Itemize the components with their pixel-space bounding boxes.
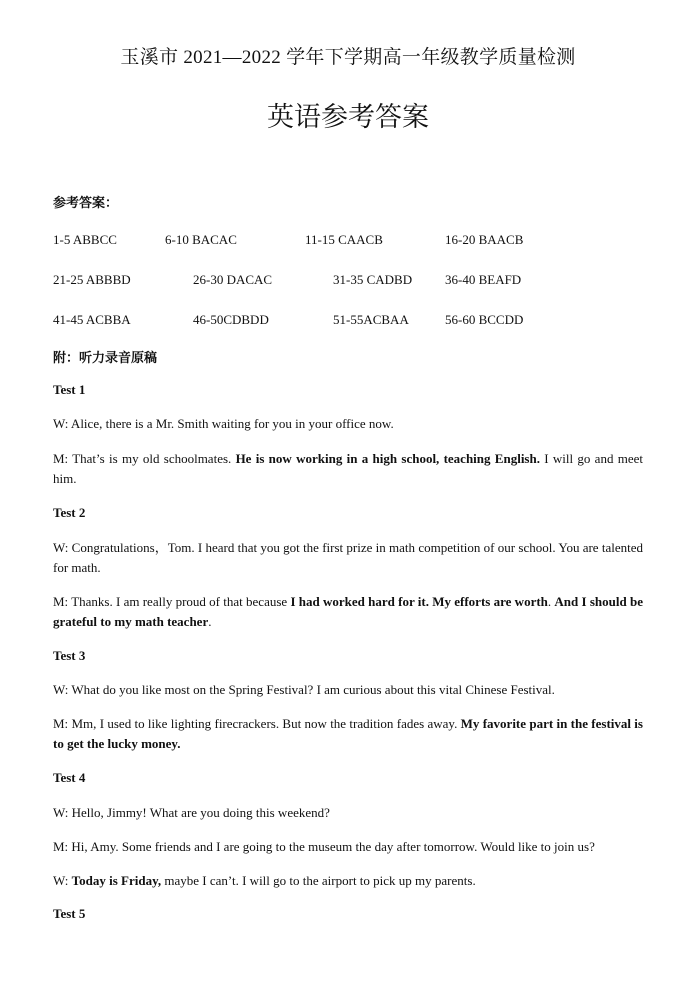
dialogue-line: M: That’s is my old schoolmates. He is now working in a high school, teaching English. I will go and meet him. bbox=[53, 451, 644, 486]
answer-cell: 51-55ACBAA bbox=[333, 312, 409, 327]
answer-cell: 26-30 DACAC bbox=[193, 272, 273, 287]
test-heading: Test 3 bbox=[53, 648, 86, 663]
dialogue-line: M: Thanks. I am really proud of that because I had worked hard for it. My efforts are worth. And I should be grateful to my math teacher. bbox=[53, 594, 643, 629]
answer-cell: 6-10 BACAC bbox=[165, 232, 237, 247]
test-heading: Test 1 bbox=[53, 382, 86, 397]
document-title: 玉溪市 2021—2022 学年下学期高一年级教学质量检测 bbox=[120, 47, 576, 68]
dialogue-line: W: Today is Friday, maybe I can’t. I will go to the airport to pick up my parents. bbox=[53, 873, 476, 888]
answer-cell: 46-50CDBDD bbox=[193, 312, 269, 327]
dialogue-line: M: Mm, I used to like lighting firecrackers. But now the tradition fades away. My favorite part in the festival is to get the lucky money. bbox=[53, 716, 643, 751]
dialogue-line: W: Hello, Jimmy! What are you doing this weekend? bbox=[53, 805, 330, 820]
test-heading: Test 2 bbox=[53, 505, 86, 520]
answer-cell: 1-5 ABBCC bbox=[53, 232, 117, 247]
document-subtitle: 英语参考答案 bbox=[267, 102, 429, 132]
answer-cell: 31-35 CADBD bbox=[333, 272, 413, 287]
dialogue-line: W: Congratulations，Tom. I heard that you got the first prize in math competition of our school. You are talented for math. bbox=[53, 540, 643, 575]
dialogue-line: M: Hi, Amy. Some friends and I are going to the museum the day after tomorrow. Would like to join us? bbox=[53, 839, 595, 854]
appendix-heading: 附：听力录音原稿 bbox=[53, 350, 158, 365]
answer-cell: 41-45 ACBBA bbox=[53, 312, 131, 327]
answer-cell: 16-20 BAACB bbox=[445, 232, 524, 247]
dialogue-line: W: What do you like most on the Spring Festival? I am curious about this vital Chinese Festival. bbox=[53, 682, 555, 697]
test-heading: Test 4 bbox=[53, 770, 86, 785]
answer-cell: 36-40 BEAFD bbox=[445, 272, 522, 287]
test-heading: Test 5 bbox=[53, 906, 86, 921]
answer-cell: 11-15 CAACB bbox=[305, 232, 383, 247]
dialogue-line: W: Alice, there is a Mr. Smith waiting for you in your office now. bbox=[53, 416, 394, 431]
answer-cell: 56-60 BCCDD bbox=[445, 312, 524, 327]
answer-cell: 21-25 ABBBD bbox=[53, 272, 131, 287]
answers-label: 参考答案： bbox=[53, 195, 119, 210]
